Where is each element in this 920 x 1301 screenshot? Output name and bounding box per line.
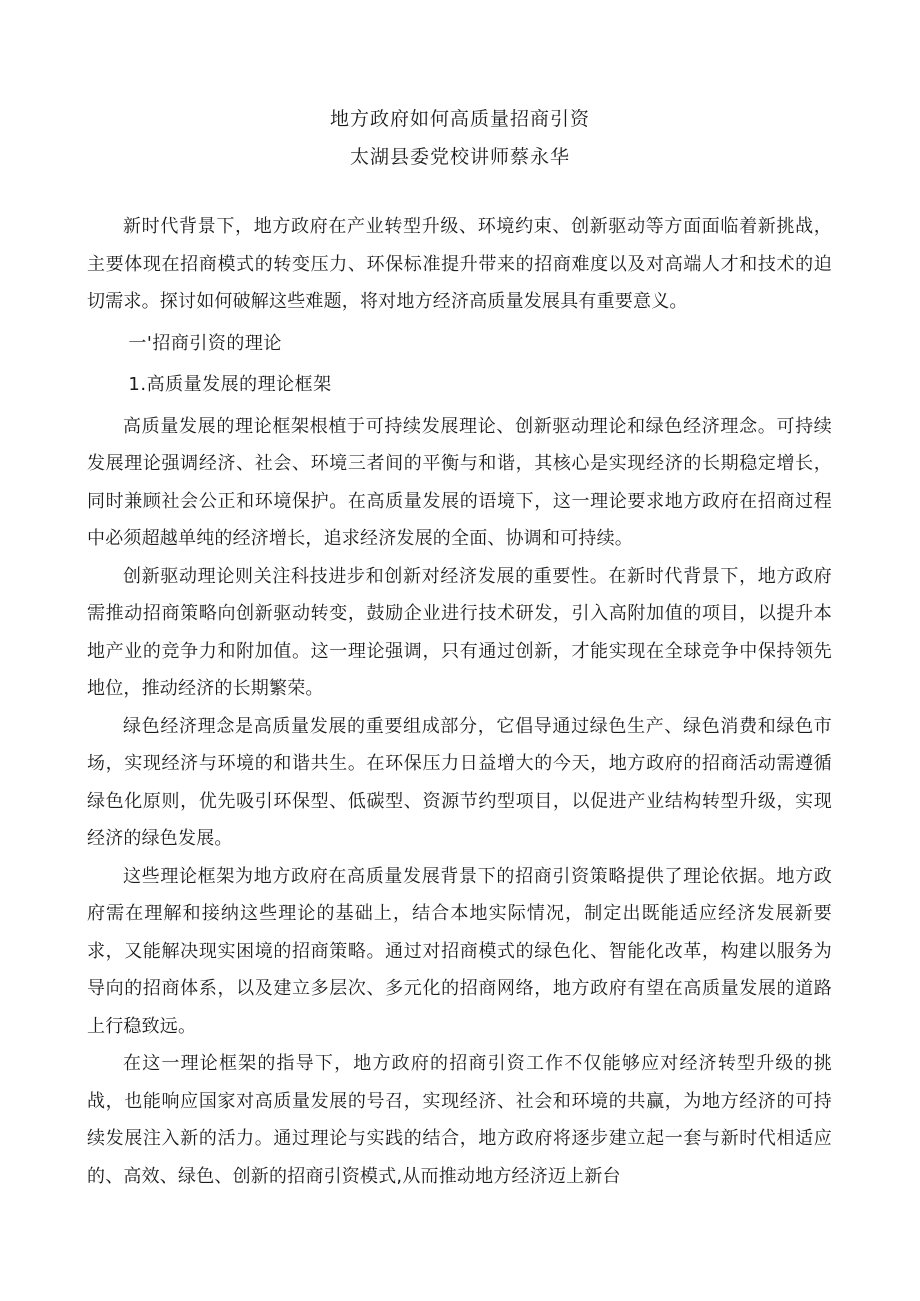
body-paragraph: 高质量发展的理论框架根植于可持续发展理论、创新驱动理论和绿色经济理念。可持续发展理论强调经济、社会、环境三者间的平衡与和谐，其核心是实现经济的长期稳定增长，同时兼顾社会公正和环境保护。在高质量发展的语境下，这一理论要求地方政府在招商过程中必须超越单纯的经济增长，追求经济发展的全面、协调和可持续。 — [87, 415, 832, 549]
author-line: 太湖县委党校讲师蔡永华 — [349, 146, 570, 168]
body-paragraph: 在这一理论框架的指导下，地方政府的招商引资工作不仅能够应对经济转型升级的挑战，也能响应国家对高质量发展的号召，实现经济、社会和环境的共赢，为地方经济的可持续发展注入新的活力。通过理论与实践的结合，地方政府将逐步建立起一套与新时代相适应的、高效、绿色、创新的招商引资模式,从而推动地方经济迈上新台 — [87, 1053, 832, 1187]
section-heading: 一'招商引资的理论 — [128, 332, 282, 354]
body-paragraph: 这些理论框架为地方政府在高质量发展背景下的招商引资策略提供了理论依据。地方政府需在理解和接纳这些理论的基础上，结合本地实际情况，制定出既能适应经济发展新要求，又能解决现实困境的招商策略。通过对招商模式的绿色化、智能化改革，构建以服务为导向的招商体系，以及建立多层次、多元化的招商网络，地方政府有望在高质量发展的道路上行稳致远。 — [87, 865, 832, 1037]
body-paragraph: 创新驱动理论则关注科技进步和创新对经济发展的重要性。在新时代背景下，地方政府需推动招商策略向创新驱动转变，鼓励企业进行技术研发，引入高附加值的项目，以提升本地产业的竞争力和附加值。这一理论强调，只有通过创新，才能实现在全球竞争中保持领先地位，推动经济的长期繁荣。 — [87, 565, 832, 699]
subsection-heading: 1.高质量发展的理论框架 — [128, 374, 332, 395]
document-body — [87, 208, 832, 1195]
document-title: 地方政府如何高质量招商引资 — [329, 108, 590, 130]
intro-paragraph: 新时代背景下，地方政府在产业转型升级、环境约束、创新驱动等方面面临着新挑战，主要体现在招商模式的转变压力、环保标准提升带来的招商难度以及对高端人才和技术的迫切需求。探讨如何破解这些难题，将对地方经济高质量发展具有重要意义。 — [87, 216, 832, 312]
body-paragraph: 绿色经济理念是高质量发展的重要组成部分，它倡导通过绿色生产、绿色消费和绿色市场，实现经济与环境的和谐共生。在环保压力日益增大的今天，地方政府的招商活动需遵循绿色化原则，优先吸引环保型、低碳型、资源节约型项目，以促进产业结构转型升级，实现经济的绿色发展。 — [87, 715, 832, 849]
